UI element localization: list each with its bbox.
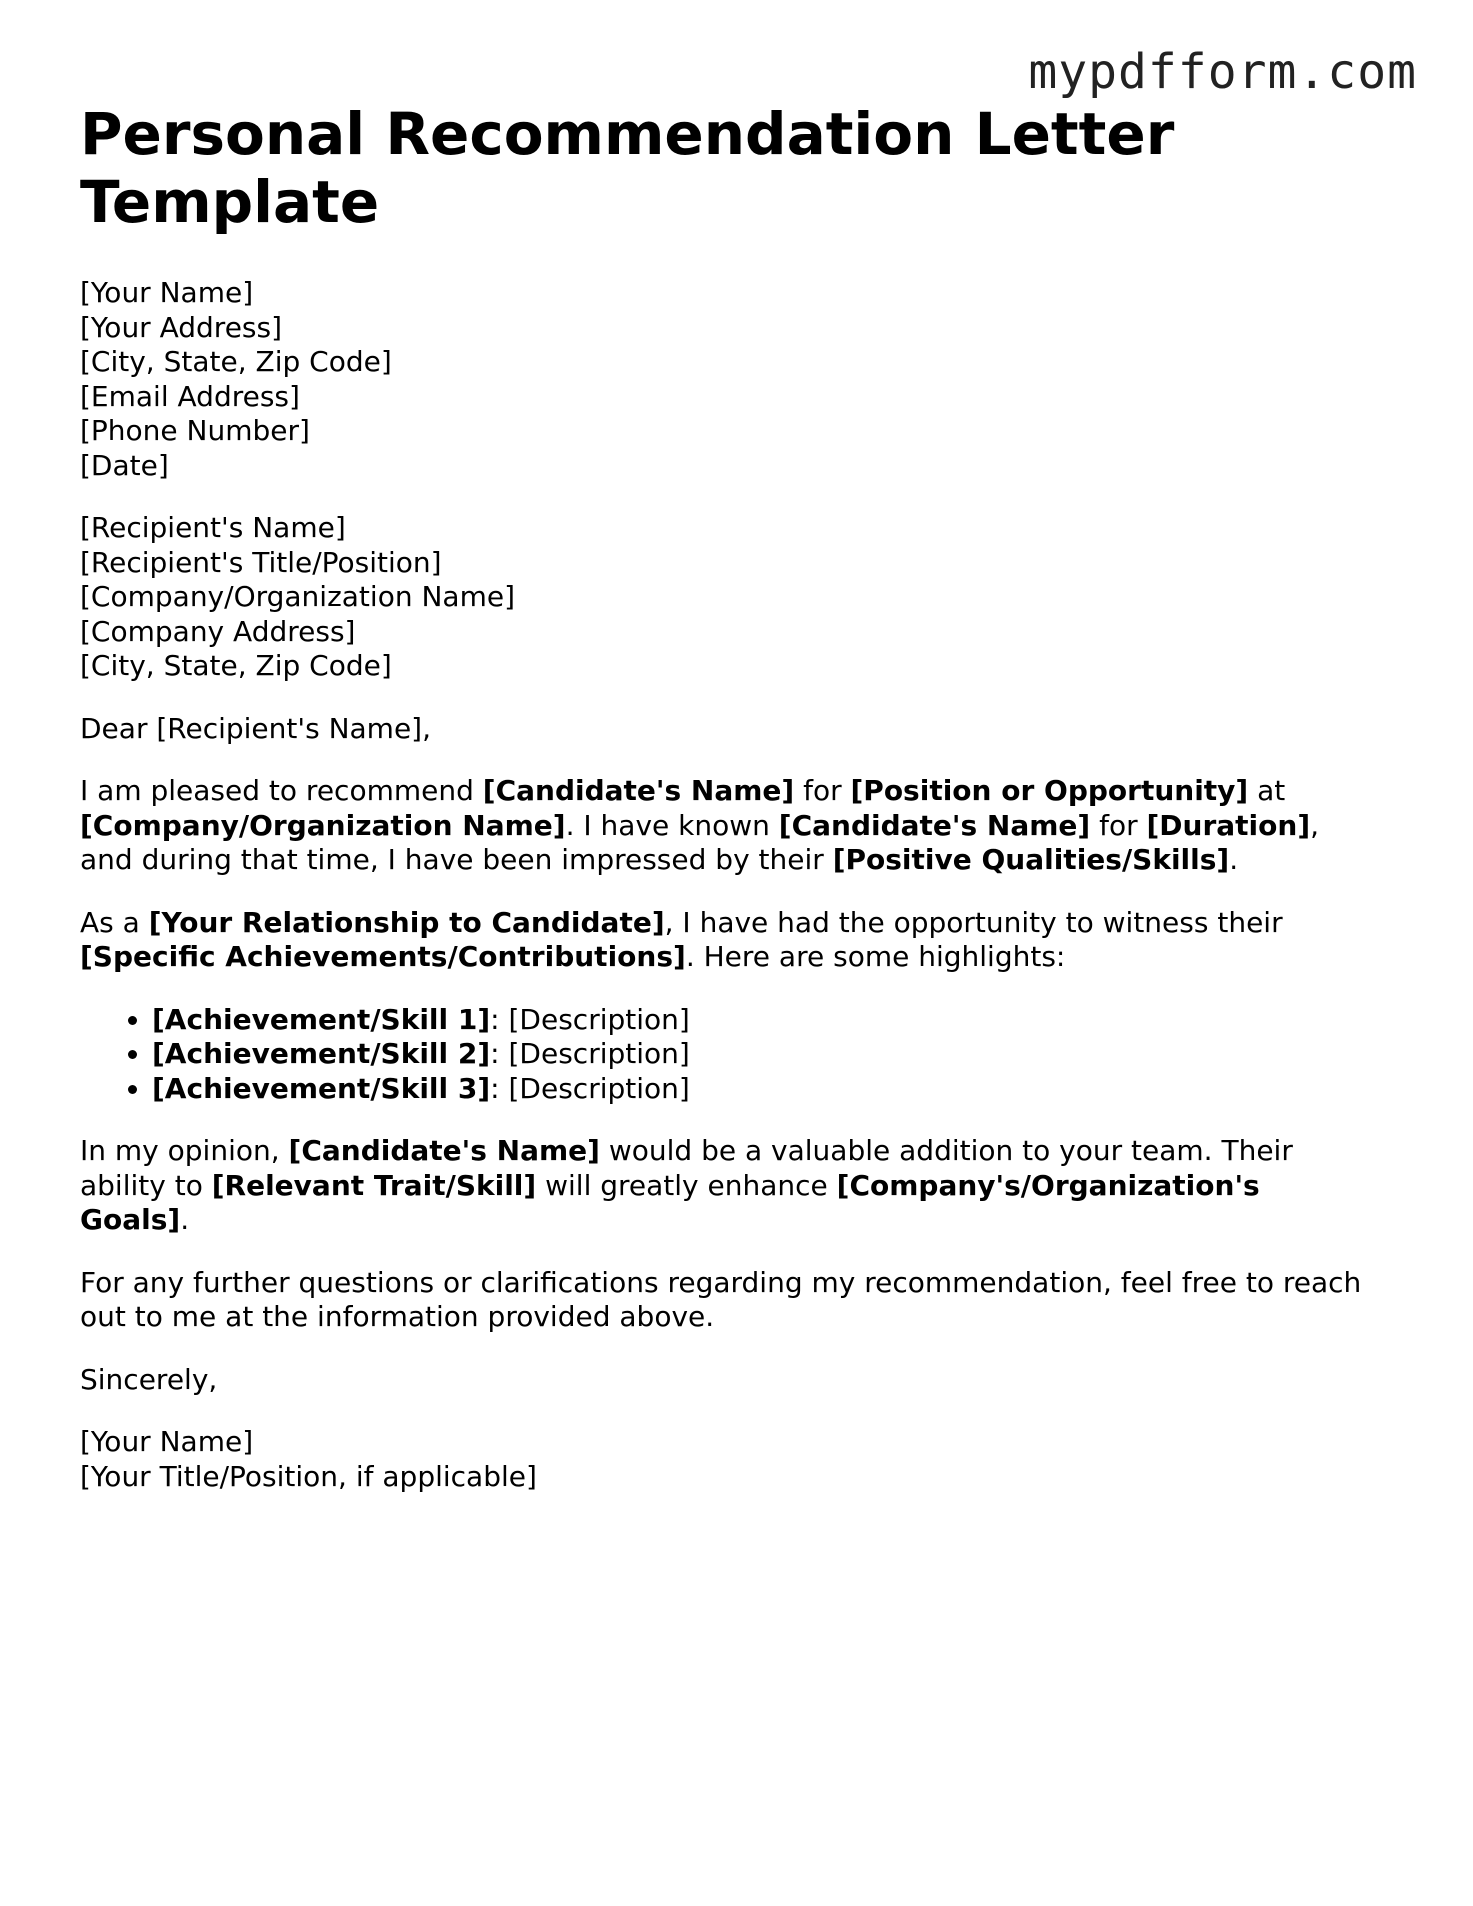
intro-text: for bbox=[1090, 808, 1147, 842]
sender-address: [Your Address] bbox=[80, 310, 283, 344]
intro-text: for bbox=[794, 774, 851, 807]
signature-name: [Your Name] bbox=[80, 1425, 254, 1458]
position-placeholder: [Position or Opportunity] bbox=[850, 774, 1249, 807]
opinion-paragraph bbox=[80, 1134, 1370, 1238]
letter-page bbox=[80, 100, 1380, 1494]
highlight-label: [Achievement/Skill 2] bbox=[152, 1037, 491, 1070]
contact-paragraph: For any further questions or clarifications regarding my recommendation, feel free to reach out to me at the information provided above. bbox=[80, 1265, 1362, 1333]
candidate-name-placeholder: [Candidate's Name] bbox=[778, 808, 1091, 842]
closing: Sincerely, bbox=[80, 1362, 218, 1396]
achievements-placeholder: [Specific Achievements/Contributions] bbox=[80, 940, 686, 973]
highlight-label: [Achievement/Skill 1] bbox=[152, 1002, 491, 1036]
relationship-text: As a bbox=[80, 905, 149, 939]
highlight-separator: : bbox=[490, 1002, 509, 1036]
relationship-text: , I have had the opportunity to witness their bbox=[664, 905, 1283, 939]
recipient-city-state-zip: [City, State, Zip Code] bbox=[80, 649, 392, 682]
intro-text: at bbox=[1248, 774, 1286, 807]
recipient-title: [Recipient's Title/Position] bbox=[80, 545, 442, 579]
candidate-name-placeholder: [Candidate's Name] bbox=[288, 1134, 600, 1167]
recipient-block bbox=[80, 511, 1380, 684]
highlight-description: [Description] bbox=[508, 1037, 690, 1070]
page-title: Personal Recommendation Letter Template bbox=[80, 100, 1175, 236]
intro-text: . I have known bbox=[565, 808, 779, 842]
opinion-text: . bbox=[180, 1203, 190, 1236]
opinion-text: will greatly enhance bbox=[536, 1168, 837, 1202]
sender-phone: [Phone Number] bbox=[80, 414, 310, 447]
list-item bbox=[152, 1003, 1380, 1038]
highlight-separator: : bbox=[490, 1037, 509, 1070]
recipient-address: [Company Address] bbox=[80, 614, 356, 648]
sender-city-state-zip: [City, State, Zip Code] bbox=[80, 345, 392, 378]
relationship-text: . Here are some highlights: bbox=[685, 940, 1066, 973]
relationship-paragraph bbox=[80, 906, 1370, 975]
intro-text: . bbox=[1229, 843, 1239, 876]
highlight-description: [Description] bbox=[508, 1071, 690, 1105]
intro-paragraph bbox=[80, 774, 1370, 878]
recipient-company: [Company/Organization Name] bbox=[80, 580, 515, 613]
signature-block bbox=[80, 1425, 1380, 1494]
sender-block bbox=[80, 276, 1380, 483]
salutation: Dear [Recipient's Name], bbox=[80, 711, 431, 745]
opinion-text: In my opinion, bbox=[80, 1134, 289, 1167]
list-item bbox=[152, 1037, 1380, 1072]
intro-text: I am pleased to recommend bbox=[80, 774, 483, 807]
goals-placeholder: [Company's/Organization's Goals] bbox=[80, 1168, 1260, 1236]
relationship-placeholder: [Your Relationship to Candidate] bbox=[148, 905, 665, 939]
highlights-list bbox=[80, 1003, 1380, 1107]
company-placeholder: [Company/Organization Name] bbox=[80, 808, 566, 842]
sender-email: [Email Address] bbox=[80, 379, 300, 413]
list-item bbox=[152, 1072, 1380, 1107]
highlight-label: [Achievement/Skill 3] bbox=[152, 1071, 491, 1105]
duration-placeholder: [Duration] bbox=[1146, 808, 1311, 842]
recipient-name: [Recipient's Name] bbox=[80, 511, 346, 544]
highlight-description: [Description] bbox=[508, 1002, 690, 1036]
trait-placeholder: [Relevant Trait/Skill] bbox=[211, 1168, 537, 1202]
site-watermark: mypdfform.com bbox=[1028, 44, 1417, 100]
intro-text: , and during that time, I have been impressed by their bbox=[80, 808, 1320, 876]
highlight-separator: : bbox=[490, 1071, 509, 1105]
letter-date: [Date] bbox=[80, 448, 169, 482]
sender-name: [Your Name] bbox=[80, 276, 254, 309]
qualities-placeholder: [Positive Qualities/Skills] bbox=[832, 843, 1230, 876]
signature-title: [Your Title/Position, if applicable] bbox=[80, 1459, 537, 1493]
opinion-text: would be a valuable addition to your team. Their ability to bbox=[80, 1134, 1293, 1202]
candidate-name-placeholder: [Candidate's Name] bbox=[482, 774, 795, 807]
